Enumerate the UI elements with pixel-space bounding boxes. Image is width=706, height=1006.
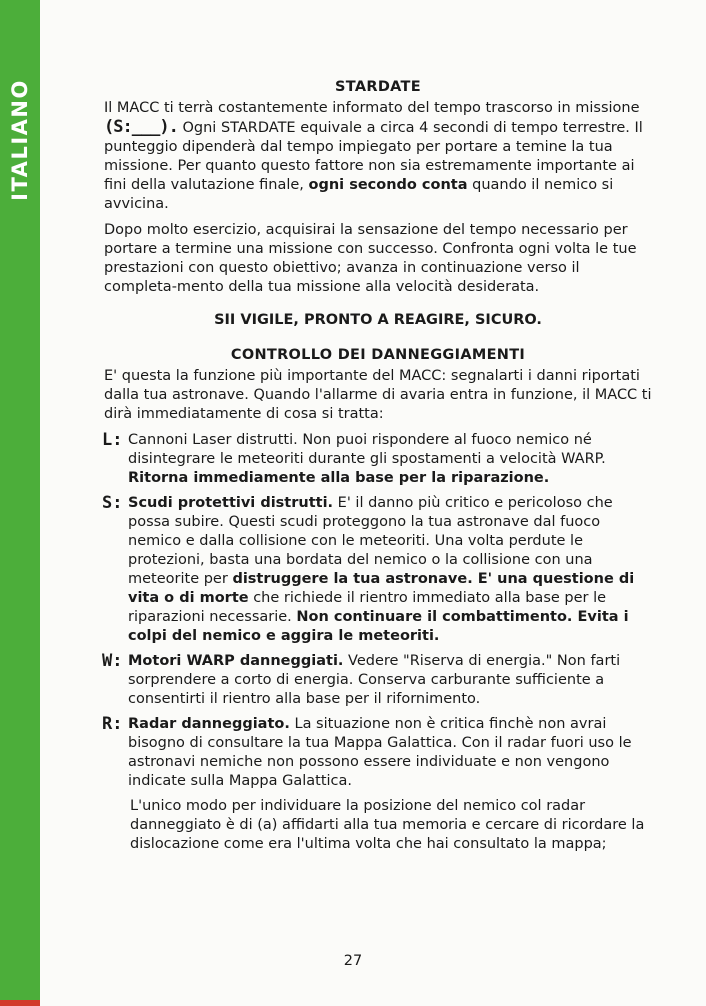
- emphasis-text: Ritorna immediamente alla base per la riparazione.: [128, 470, 550, 486]
- damage-code-letter: L:: [102, 430, 123, 450]
- damage-description: [128, 494, 652, 646]
- stardate-code: (S:___).: [104, 117, 178, 137]
- text-run: Il MACC ti terrà costantemente informato del tempo trascorso in missione: [104, 100, 640, 116]
- damage-item-radar: [104, 715, 652, 791]
- language-label: ITALIANO: [8, 79, 32, 201]
- side-tab-bottom-strip: [0, 1000, 40, 1006]
- emphasis-text: Non continuare il combattimento. Evita i colpi del nemico e aggira le meteoriti.: [128, 609, 629, 644]
- text-run: E' il danno più critico e pericoloso che possa subire. Questi scudi proteggono la tua astronave dal fuoco nemico e dalla collisione con le meteoriti. Una volta perdute le protezioni, basta una bordata del nemico o la collisione con una meteorite per: [128, 495, 613, 587]
- damage-description: [128, 652, 652, 709]
- emphasis-text: Motori WARP danneggiati.: [128, 653, 344, 669]
- damage-heading: CONTROLLO DEI DANNEGGIAMENTI: [230, 347, 526, 363]
- text-run: che richiede il rientro immediato alla base per le riparazioni necessarie.: [128, 590, 607, 625]
- radar-followup-paragraph: L'unico modo per individuare la posizione del nemico col radar danneggiato è di (a) affidarti alla tua memoria e cercare di ricordare la dislocazione come era l'ultima volta che hai consultato la mappa;: [130, 798, 645, 852]
- damage-description: [128, 715, 652, 791]
- text-run: Ogni STARDATE equivale a circa 4 secondi di tempo terrestre. Il punteggio dipenderà dal tempo impiegato per portare a temine la tua missione. Per quanto questo fattore non sia estremamente importante ai fini della valutazione finale,: [104, 120, 643, 193]
- text-run: Vedere "Riserva di energia." Non farti sorprendere a corto di energia. Conserva carburante sufficiente a consentirti il rientro alla base per il rifornimento.: [128, 653, 621, 707]
- damage-item-warp: [104, 652, 652, 709]
- text-run: Cannoni Laser distrutti. Non puoi rispondere al fuoco nemico né disintegrare le meteoriti durante gli spostamenti a velocità WARP.: [128, 432, 606, 467]
- page-content: [104, 78, 652, 861]
- text-run: La situazione non è critica finchè non avrai bisogno di consultare la tua Mappa Galattica. Con il radar fuori uso le astronavi nemiche non possono essere individuate e non vengono indicate sulla Mappa Galattica.: [128, 716, 632, 789]
- damage-intro: E' questa la funzione più importante del MACC: segnalarti i danni riportati dalla tua astronave. Quando l'allarme di avaria entra in funzione, il MACC ti dirà immediatamente di cosa si tratta:: [104, 368, 652, 422]
- text-run: quando il nemico si avvicina.: [104, 177, 614, 212]
- stardate-paragraph-1: [104, 99, 652, 214]
- emphasis-text: Radar danneggiato.: [128, 716, 290, 732]
- damage-item-laser: [104, 431, 652, 488]
- damage-code-letter: W:: [102, 651, 123, 671]
- damage-code-letter: R:: [102, 714, 123, 734]
- damage-code-letter: S:: [102, 493, 123, 513]
- emphasis-text: distruggere la tua astronave. E' una questione di vita o di morte: [128, 571, 635, 606]
- stardate-paragraph-2: Dopo molto esercizio, acquisirai la sensazione del tempo necessario per portare a termine una missione con successo. Confronta ogni volta le tue prestazioni con questo obiettivo; avanza in continuazione verso il completa-mento della tua missione alla velocità desiderata.: [104, 222, 637, 295]
- damage-item-shields: [104, 494, 652, 646]
- page-number: 27: [343, 953, 363, 969]
- stardate-heading: STARDATE: [335, 79, 421, 95]
- emphasis-text: Scudi protettivi distrutti.: [128, 495, 334, 511]
- emphasis-text: ogni secondo conta: [308, 177, 468, 193]
- motto: SII VIGILE, PRONTO A REAGIRE, SICURO.: [214, 312, 542, 328]
- damage-description: [128, 431, 652, 488]
